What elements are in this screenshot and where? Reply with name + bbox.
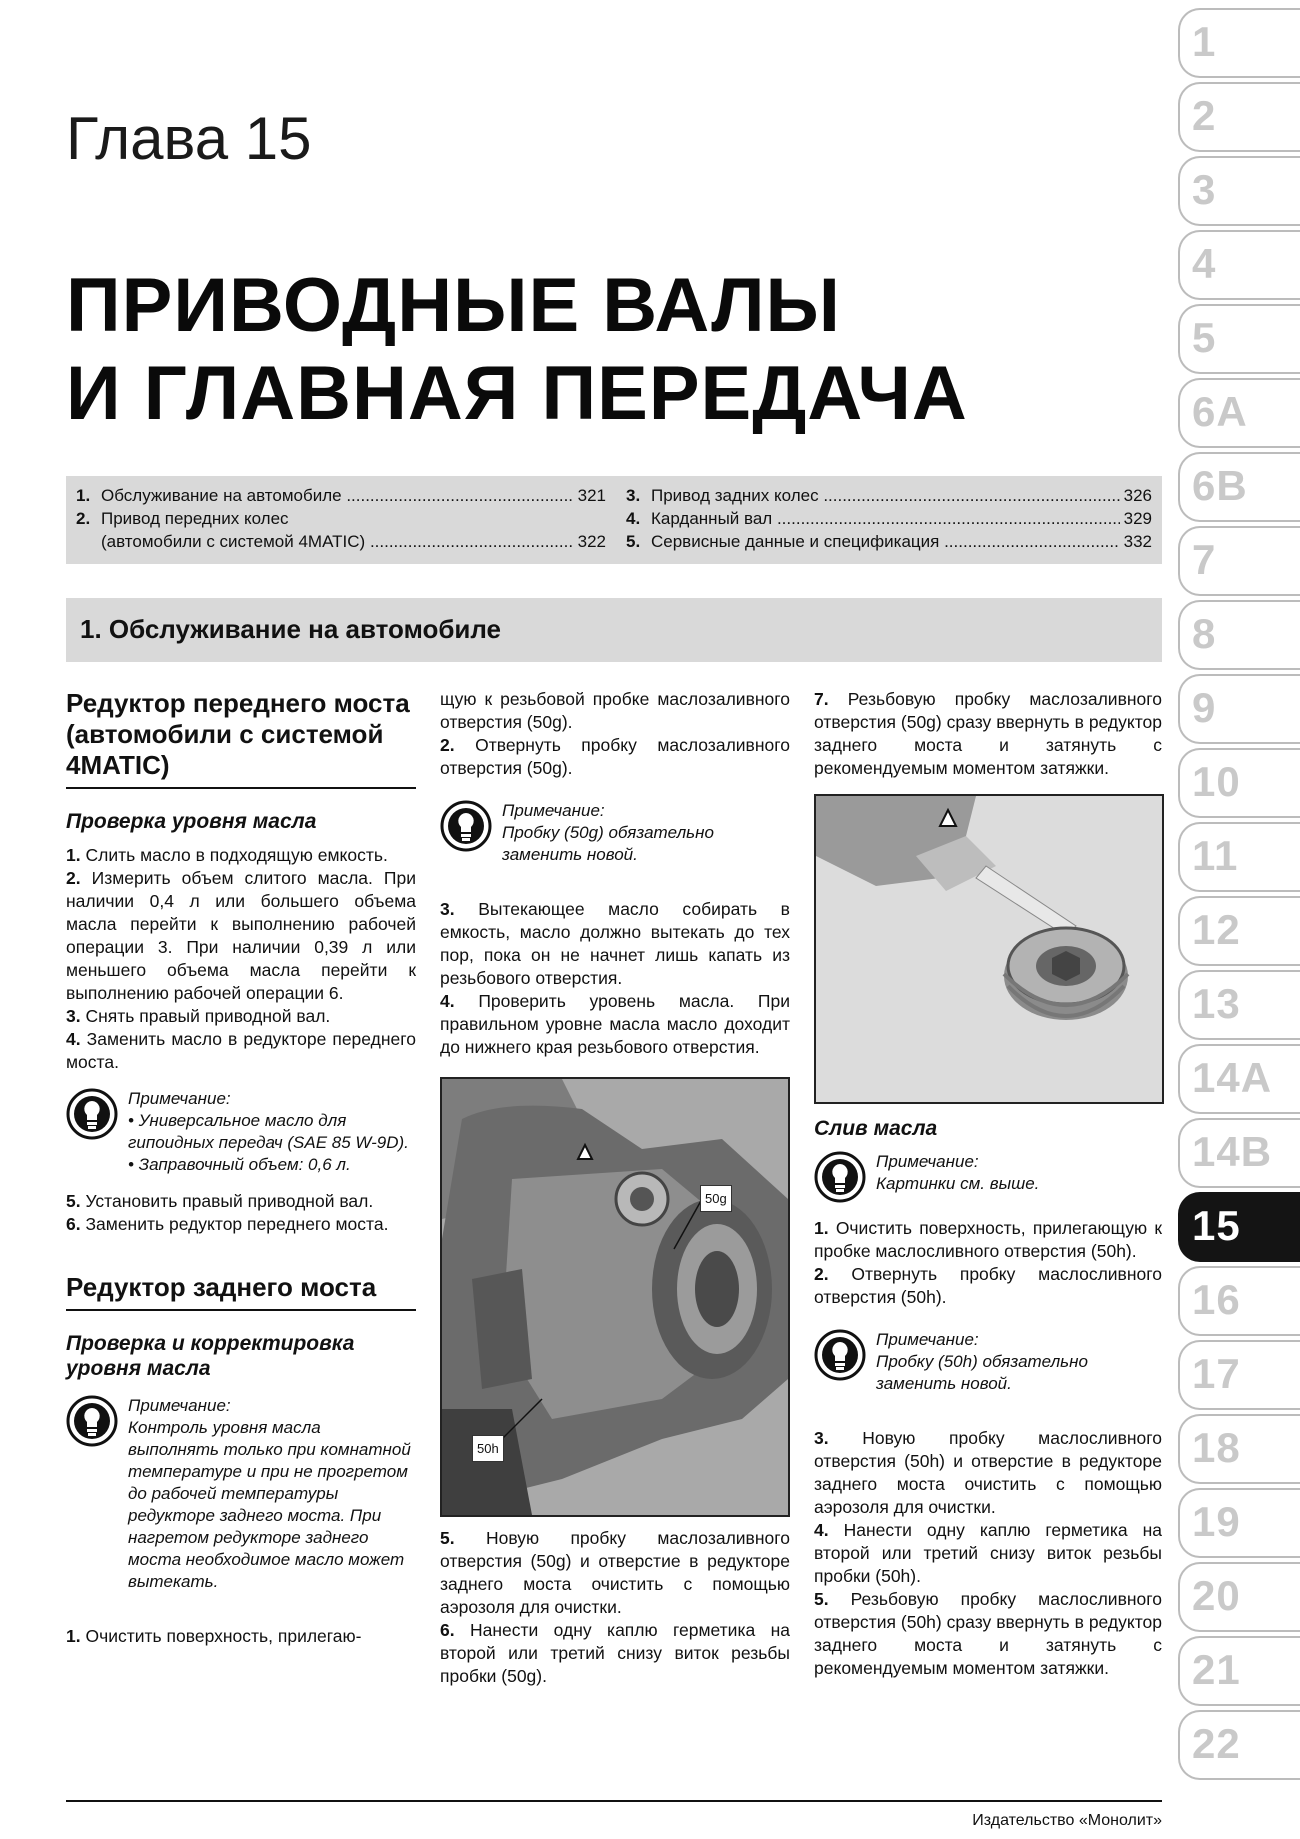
toc-left-column (76, 484, 606, 553)
step (814, 1588, 1162, 1680)
step (66, 1190, 416, 1213)
tab-label: 19 (1192, 1498, 1241, 1545)
step (814, 1427, 1162, 1519)
tab-label: 17 (1192, 1350, 1241, 1397)
step (440, 1619, 790, 1688)
tab-label: 6B (1192, 462, 1248, 509)
note-replace-50g (440, 800, 790, 866)
note-body (876, 1329, 1162, 1395)
tab-label: 18 (1192, 1424, 1241, 1471)
publisher-footer: Издательство «Монолит» (972, 1812, 1162, 1829)
note-head: Примечание: (876, 1152, 979, 1171)
toc-number: 1. (76, 486, 91, 505)
step (440, 1527, 790, 1619)
note-head: Примечание: (502, 801, 605, 820)
tab-label: 7 (1192, 536, 1217, 583)
step (440, 990, 790, 1059)
toc-right-column (626, 484, 1152, 553)
note-see-pictures (814, 1151, 1162, 1203)
step (66, 1625, 416, 1648)
column-3 (814, 688, 1162, 1680)
tab-label: 4 (1192, 240, 1217, 287)
note-head: Примечание: (128, 1089, 231, 1108)
lightbulb-icon (440, 800, 492, 852)
step-text: Слить масло в подходящую емкость. (85, 845, 388, 865)
step-text: Заменить масло в редукторе переднего моста. (66, 1029, 416, 1072)
chapter-tab-16[interactable] (1178, 1266, 1300, 1340)
chapter-tab-2[interactable] (1178, 82, 1300, 156)
step-number: 1. (66, 1626, 81, 1646)
chapter-tab-6b[interactable] (1178, 452, 1300, 526)
section-bar (66, 598, 1162, 662)
toc-number: 5. (626, 532, 641, 551)
step-text: Резьбовую пробку маслозаливного отверстия (50g) сразу ввернуть в редуктор заднего моста и затянуть с рекомендуемым моментом затяжки. (814, 689, 1162, 778)
toc-page: 332 (1123, 532, 1152, 551)
toc-entry[interactable] (626, 484, 1152, 507)
chapter-tab-22[interactable] (1178, 1710, 1300, 1784)
step (66, 844, 416, 867)
note-oil-spec (66, 1088, 416, 1176)
step-text: Измерить объем слитого масла. При наличии 0,4 л или большего объема масла перейти к выполнению рабочей операции 3. При наличии 0,39 л или меньшего объема масла перейти к выполнению рабочей операции 6. (66, 868, 416, 1003)
step (440, 898, 790, 990)
toc-number (76, 530, 101, 553)
toc-title: Привод задних колес ..... (651, 484, 1120, 507)
chapter-tab-13[interactable] (1178, 970, 1300, 1044)
toc-number: 2. (76, 509, 91, 528)
chapter-tab-5[interactable] (1178, 304, 1300, 378)
chapter-tab-19[interactable] (1178, 1488, 1300, 1562)
toc-number: 4. (626, 509, 641, 528)
lightbulb-icon (814, 1151, 866, 1203)
step-text: Отвернуть пробку маслозаливного отверстия (50g). (440, 735, 790, 778)
tab-label: 1 (1192, 18, 1217, 65)
toc-entry[interactable] (626, 530, 1152, 553)
chapter-tab-11[interactable] (1178, 822, 1300, 896)
chapter-tabs (1178, 8, 1300, 1784)
footer-rule (66, 1800, 1162, 1802)
step-text: Новую пробку маслосливного отверстия (50h) и отверстие в редукторе заднего моста очистить с помощью аэрозоля для очистки. (814, 1428, 1162, 1517)
chapter-title-line1: ПРИВОДНЫЕ ВАЛЫ (66, 263, 841, 348)
chapter-tab-20[interactable] (1178, 1562, 1300, 1636)
tab-label: 5 (1192, 314, 1217, 361)
step-number: 6. (440, 1620, 455, 1640)
step-text: Вытекающее масло собирать в емкость, масло должно вытекать до тех пор, пока он не начнет лишь капать из резьбового отверстия. (440, 899, 790, 988)
chapter-tab-3[interactable] (1178, 156, 1300, 230)
toc-entry[interactable] (626, 507, 1152, 530)
step-text: Проверить уровень масла. При правильном уровне масла масло доходит до нижнего края резьбового отверстия. (440, 991, 790, 1057)
note-body (128, 1395, 416, 1593)
step-number: 4. (440, 991, 455, 1011)
toc-entry[interactable] (76, 530, 606, 553)
toc-page: 322 (577, 532, 606, 551)
tab-label: 21 (1192, 1646, 1241, 1693)
tab-label: 13 (1192, 980, 1241, 1027)
step-text: Резьбовую пробку маслосливного отверстия (50h) сразу ввернуть в редуктор заднего моста и затянуть с рекомендуемым моментом затяжки. (814, 1589, 1162, 1678)
chapter-tab-17[interactable] (1178, 1340, 1300, 1414)
column-1 (66, 688, 416, 1648)
note-text: Картинки см. выше. (876, 1174, 1040, 1193)
column-2 (440, 688, 790, 1688)
note-item: • Заправочный объем: 0,6 л. (128, 1155, 351, 1174)
tab-label: 12 (1192, 906, 1241, 953)
step-text: Очистить поверхность, прилегающую к пробке маслосливного отверстия (50h). (814, 1218, 1162, 1261)
tab-label: 11 (1192, 832, 1239, 879)
toc-title: Привод передних колес (101, 509, 289, 528)
note-head: Примечание: (128, 1396, 231, 1415)
step-number: 2. (814, 1264, 829, 1284)
photo-label-50h: 50h (472, 1435, 504, 1462)
step (440, 734, 790, 780)
toc-page: 321 (577, 486, 606, 505)
step-number: 4. (66, 1029, 81, 1049)
chapter-tab-7[interactable] (1178, 526, 1300, 600)
chapter-tab-4[interactable] (1178, 230, 1300, 304)
note-text: Пробку (50h) обязательно заменить новой. (876, 1352, 1088, 1393)
subheading-oil-check: Проверка уровня масла (66, 810, 317, 833)
tab-label: 6A (1192, 388, 1248, 435)
note-text: Пробку (50g) обязательно заменить новой. (502, 823, 714, 864)
step-number: 7. (814, 689, 829, 709)
tab-label: 14A (1192, 1054, 1273, 1101)
chapter-tab-12[interactable] (1178, 896, 1300, 970)
lightbulb-icon (814, 1329, 866, 1381)
note-body (876, 1151, 1039, 1203)
tab-label: 2 (1192, 92, 1217, 139)
step-number: 2. (66, 868, 81, 888)
step-number: 5. (814, 1589, 829, 1609)
steps-front (66, 844, 416, 1074)
step-number: 1. (814, 1218, 829, 1238)
step (66, 1213, 416, 1236)
step-text: Заменить редуктор переднего моста. (85, 1214, 389, 1234)
toc-page: 326 (1123, 486, 1152, 505)
chapter-tab-6a[interactable] (1178, 378, 1300, 452)
step (66, 867, 416, 1005)
toc-page: 329 (1123, 509, 1152, 528)
chapter-title (66, 262, 968, 438)
step-number: 3. (66, 1006, 81, 1026)
step-number: 3. (814, 1428, 829, 1448)
note-head: Примечание: (876, 1330, 979, 1349)
chapter-tab-18[interactable] (1178, 1414, 1300, 1488)
step-text: Новую пробку маслозаливного отверстия (50g) и отверстие в редукторе заднего моста очистить с помощью аэрозоля для очистки. (440, 1528, 790, 1617)
step (814, 688, 1162, 780)
step-number: 1. (66, 845, 81, 865)
heading-front-axle: Редуктор переднего моста (автомобили с системой 4MATIC) (66, 688, 416, 789)
heading-rear-axle: Редуктор заднего моста (66, 1272, 416, 1311)
step-text: Установить правый приводной вал. (85, 1191, 374, 1211)
section-title: 1. Обслуживание на автомобиле (80, 614, 502, 644)
step-number: 6. (66, 1214, 81, 1234)
note-body (128, 1088, 416, 1176)
step (66, 1028, 416, 1074)
chapter-tab-15[interactable] (1178, 1192, 1300, 1266)
step (814, 1217, 1162, 1263)
note-text: Контроль уровня масла выполнять только при комнатной температуре и при не прогретом до рабочей температуры редукторе заднего моста. При нагретом редукторе заднего моста необходимое масло может вытекать. (128, 1418, 411, 1591)
chapter-tab-14b[interactable] (1178, 1118, 1300, 1192)
chapter-title-line2: И ГЛАВНАЯ ПЕРЕДАЧА (66, 351, 968, 436)
toc-number: 3. (626, 486, 641, 505)
toc-page (602, 507, 606, 530)
toc-title: Сервисные данные и спецификация ..... (651, 530, 1120, 553)
chapter-tab-10[interactable] (1178, 748, 1300, 822)
step-number: 2. (440, 735, 455, 755)
step-text: Отвернуть пробку маслосливного отверстия (50h). (814, 1264, 1162, 1307)
tab-label: 8 (1192, 610, 1217, 657)
subheading-oil-correct: Проверка и корректировка уровня масла (66, 1332, 355, 1380)
toc-title: (автомобили с системой 4MATIC) ..... (101, 530, 574, 553)
steps-front-2 (66, 1190, 416, 1236)
chapter-tab-1[interactable] (1178, 8, 1300, 82)
tab-label: 22 (1192, 1720, 1241, 1767)
chapter-tab-9[interactable] (1178, 674, 1300, 748)
sealant-illustration (816, 796, 1162, 1102)
tab-label: 9 (1192, 684, 1217, 731)
step-text: Нанести одну каплю герметика на второй или третий снизу виток резьбы пробки (50h). (814, 1520, 1162, 1586)
chapter-tab-14a[interactable] (1178, 1044, 1300, 1118)
chapter-label: Глава 15 (66, 105, 312, 172)
chapter-tab-21[interactable] (1178, 1636, 1300, 1710)
step (66, 1005, 416, 1028)
note-replace-50h (814, 1329, 1162, 1395)
tab-label: 16 (1192, 1276, 1241, 1323)
toc-title: Карданный вал ..... (651, 507, 1120, 530)
step-continued: щую к резьбовой пробке маслозаливного отверстия (50g). (440, 689, 790, 732)
step-text: Нанести одну каплю герметика на второй или третий снизу виток резьбы пробки (50g). (440, 1620, 790, 1686)
step-number: 4. (814, 1520, 829, 1540)
table-of-contents (66, 476, 1162, 564)
chapter-tab-8[interactable] (1178, 600, 1300, 674)
step (814, 1263, 1162, 1309)
lightbulb-icon (66, 1395, 118, 1447)
tab-label: 15 (1192, 1202, 1241, 1249)
step-number: 3. (440, 899, 455, 919)
sealant-photo (814, 794, 1164, 1104)
toc-title: Обслуживание на автомобиле ..... (101, 484, 574, 507)
step-number: 5. (440, 1528, 455, 1548)
lightbulb-icon (66, 1088, 118, 1140)
note-body (502, 800, 790, 866)
step-text: Снять правый приводной вал. (85, 1006, 331, 1026)
note-item: • Универсальное масло для гипоидных передач (SAE 85 W-9D). (128, 1111, 409, 1152)
toc-entry[interactable] (76, 484, 606, 507)
tab-label: 14B (1192, 1128, 1273, 1175)
toc-entry[interactable] (76, 507, 606, 530)
tab-label: 3 (1192, 166, 1217, 213)
rear-differential-photo (440, 1077, 790, 1517)
step-number: 5. (66, 1191, 81, 1211)
step-text: Очистить поверхность, прилегаю- (85, 1626, 362, 1646)
tab-label: 10 (1192, 758, 1241, 805)
subheading-oil-drain: Слив масла (814, 1117, 938, 1140)
photo-label-50g: 50g (700, 1185, 732, 1212)
note-temperature (66, 1395, 416, 1593)
step (814, 1519, 1162, 1588)
tab-label: 20 (1192, 1572, 1241, 1619)
